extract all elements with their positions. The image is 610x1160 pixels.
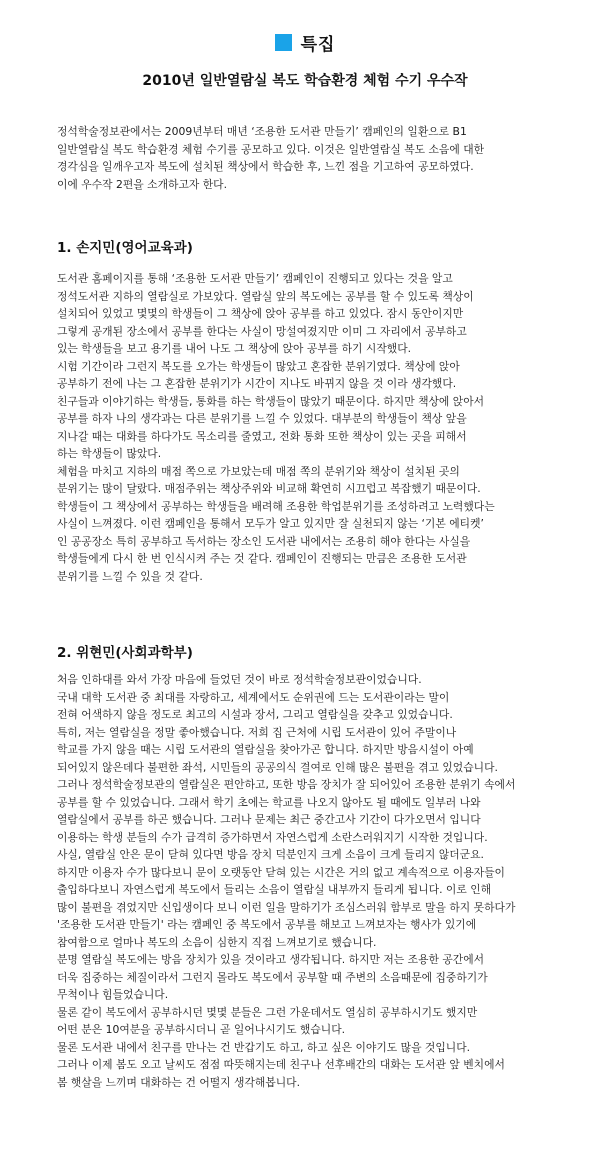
story-line: 분위기는 많이 달랐다. 매점주위는 책상주위와 비교해 확연히 시끄럽고 복잡했기 때문이다. <box>57 482 481 495</box>
story-line: 많이 불편을 겪었지만 신입생이다 보니 이런 일을 말하기가 조심스러워 함부로 말을 하지 못하다가 <box>57 900 516 914</box>
story-line: 사실이 느껴졌다. 이런 캠페인을 통해서 모두가 알고 있지만 잘 실천되지 않는 ‘기본 에티켓’ <box>57 517 484 530</box>
story-line: 하는 학생들이 많았다. <box>57 447 162 460</box>
story-line: 처음 인하대를 와서 가장 마음에 들었던 것이 바로 정석학술정보관이었습니다. <box>57 673 422 686</box>
story-line: 분명 열람실 복도에는 방음 장치가 있을 것이라고 생각됩니다. 하지만 저는 조용한 공간에서 <box>57 953 485 966</box>
story-line: 분위기를 느낄 수 있을 것 같다. <box>57 569 203 583</box>
intro-line: 정석학술정보관에서는 2009년부터 매년 ‘조용한 도서관 만들기’ 캠페인의 일환으로 B1 <box>57 125 467 138</box>
story-line: 지나갈 때는 대화를 하다가도 목소리를 줄였고, 전화 통화 또한 책상이 있는 곳을 피해서 <box>57 429 467 443</box>
story-line: 출입하다보니 자연스럽게 복도에서 들리는 소음이 열람실 내부까지 들리게 됩니다. 이로 인해 <box>57 883 492 896</box>
intro-line: 일반열람실 복도 학습환경 체험 수기를 공모하고 있다. 이것은 일반열람실 복도 소음에 대한 <box>57 142 485 156</box>
story-line: 시험 기간이라 그런지 복도를 오가는 학생들이 많았고 혼잡한 분위기였다. 책상에 앉아 <box>57 359 460 373</box>
story-line: 이용하는 학생 분들의 수가 급격히 증가하면서 자연스럽게 소란스러워지기 시작한 것입니다. <box>57 830 488 844</box>
story-line: 학생들이 그 책상에서 공부하는 학생들을 배려해 조용한 학업분위기를 조성하려고 노력했다는 <box>57 499 495 513</box>
story-line: 사실, 열람실 안은 문이 닫혀 있다면 방음 장치 덕분인지 크게 소음이 크게 들리지 않더군요. <box>57 848 484 861</box>
story-line: 체험을 마치고 지하의 매점 쪽으로 가보았는데 매점 쪽의 분위기와 책상이 설치된 곳의 <box>57 464 460 478</box>
story-2-heading: 2. 위현민(사회과학부) <box>57 645 193 661</box>
story-line: 그러나 이제 봄도 오고 날씨도 점점 따뜻해지는데 친구나 선후배간의 대화는 도서관 앞 벤치에서 <box>57 1058 505 1071</box>
story-line: 공부를 할 수 있었습니다. 그래서 학기 초에는 학교를 나오지 않아도 될 때에도 일부러 나와 <box>57 795 481 809</box>
story-line: 어떤 분은 10여분을 공부하시더니 곧 일어나시기도 했습니다. <box>57 1023 346 1036</box>
story-line: 학생들에게 다시 한 번 인식시켜 주는 것 같다. 캠페인이 진행되는 만큼은 조용한 도서관 <box>57 552 467 565</box>
story-line: 참여함으로 얼마나 복도의 소음이 심한지 직접 느껴보기로 했습니다. <box>57 935 377 949</box>
story-line: 공부를 하자 나의 생각과는 다른 분위기를 느낄 수 있었다. 대부분의 학생들이 책상 앞을 <box>57 412 467 425</box>
story-line: 전혀 어색하지 않을 정도로 최고의 시설과 장서, 그리고 열람실을 갖추고 있었습니다. <box>57 708 453 721</box>
story-line: 되어있지 않은데다 불편한 좌석, 시민들의 공공의식 결여로 인해 많은 불편을 겪고 있었습니다. <box>57 760 498 774</box>
story-line: 특히, 저는 열람실을 정말 좋아했습니다. 저희 집 근처에 시립 도서관이 있어 주말이나 <box>57 725 457 739</box>
story-line: 국내 대학 도서관 중 최대를 자랑하고, 세계에서도 순위권에 드는 도서관이라는 말이 <box>57 690 450 704</box>
story-line: 하지만 이용자 수가 많다보니 문이 오랫동안 닫혀 있는 시간은 거의 없고 계속적으로 이용자들이 <box>57 865 505 879</box>
story-2-body <box>57 671 597 1091</box>
story-line: 인 공공장소 특히 공부하고 독서하는 장소인 도서관 내에서는 조용히 해야 한다는 사실을 <box>57 534 471 548</box>
story-line: 도서관 홈페이지를 통해 ‘조용한 도서관 만들기’ 캠페인이 진행되고 있다는 것을 알고 <box>57 272 453 285</box>
story-line: 더욱 집중하는 체질이라서 그런지 몰라도 복도에서 공부할 때 주변의 소음때문에 집중하기가 <box>57 970 488 984</box>
story-line: 친구들과 이야기하는 학생들, 통화를 하는 학생들이 많았기 때문이다. 하지만 책상에 앉아서 <box>57 394 485 408</box>
story-line: 물론 같이 복도에서 공부하시던 몇몇 분들은 그런 가운데서도 열심히 공부하시기도 했지만 <box>57 1005 478 1019</box>
story-line: '조용한 도서관 만들기' 라는 캠페인 중 복도에서 공부를 해보고 느껴보자는 행사가 있기에 <box>57 918 477 931</box>
page-title: 2010년 일반열람실 복도 학습환경 체험 수기 우수작 <box>142 73 468 89</box>
intro-line: 이에 우수작 2편을 소개하고자 한다. <box>57 177 228 191</box>
story-line: 그렇게 공개된 장소에서 공부를 한다는 사실이 망설여졌지만 이미 그 자리에서 공부하고 <box>57 324 467 338</box>
story-1-body <box>57 270 597 585</box>
story-line: 정석도서관 지하의 열람실로 가보았다. 열람실 앞의 복도에는 공부를 할 수 있도록 책상이 <box>57 289 474 303</box>
section-header <box>0 30 610 55</box>
intro-paragraph <box>57 123 597 193</box>
section-label: 특집 <box>300 35 336 55</box>
story-line: 설치되어 있었고 몇몇의 학생들이 그 책상에 앉아 공부를 하고 있었다. 잠시 동안이지만 <box>57 307 464 320</box>
story-1-heading: 1. 손지민(영어교육과) <box>57 240 193 256</box>
story-line: 무척이나 힘들었습니다. <box>57 988 169 1001</box>
blue-square-icon <box>275 34 292 51</box>
story-line: 봄 햇살을 느끼며 대화하는 건 어떨지 생각해봅니다. <box>57 1075 301 1089</box>
story-line: 열람실에서 공부를 하곤 했습니다. 그러나 문제는 최근 중간고사 기간이 다가오면서 입니다 <box>57 813 481 826</box>
story-line: 공부하기 전에 나는 그 혼잡한 분위기가 시간이 지나도 바뀌지 않을 것 이라 생각했다. <box>57 377 457 390</box>
story-line: 있는 학생들을 보고 용기를 내어 나도 그 책상에 앉아 공부를 하기 시작했다. <box>57 342 412 355</box>
intro-line: 경각심을 일깨우고자 복도에 설치된 책상에서 학습한 후, 느낀 점을 기고하여 공모하였다. <box>57 160 474 173</box>
story-line: 학교를 가지 않을 때는 시립 도서관의 열람실을 찾아가곤 합니다. 하지만 방음시설이 아예 <box>57 743 474 756</box>
story-line: 그러나 정석학술정보관의 열람실은 편안하고, 또한 방음 장치가 잘 되어있어 조용한 분위기 속에서 <box>57 778 516 791</box>
story-line: 물론 도서관 내에서 친구를 만나는 건 반갑기도 하고, 하고 싶은 이야기도 많을 것입니다. <box>57 1040 471 1054</box>
